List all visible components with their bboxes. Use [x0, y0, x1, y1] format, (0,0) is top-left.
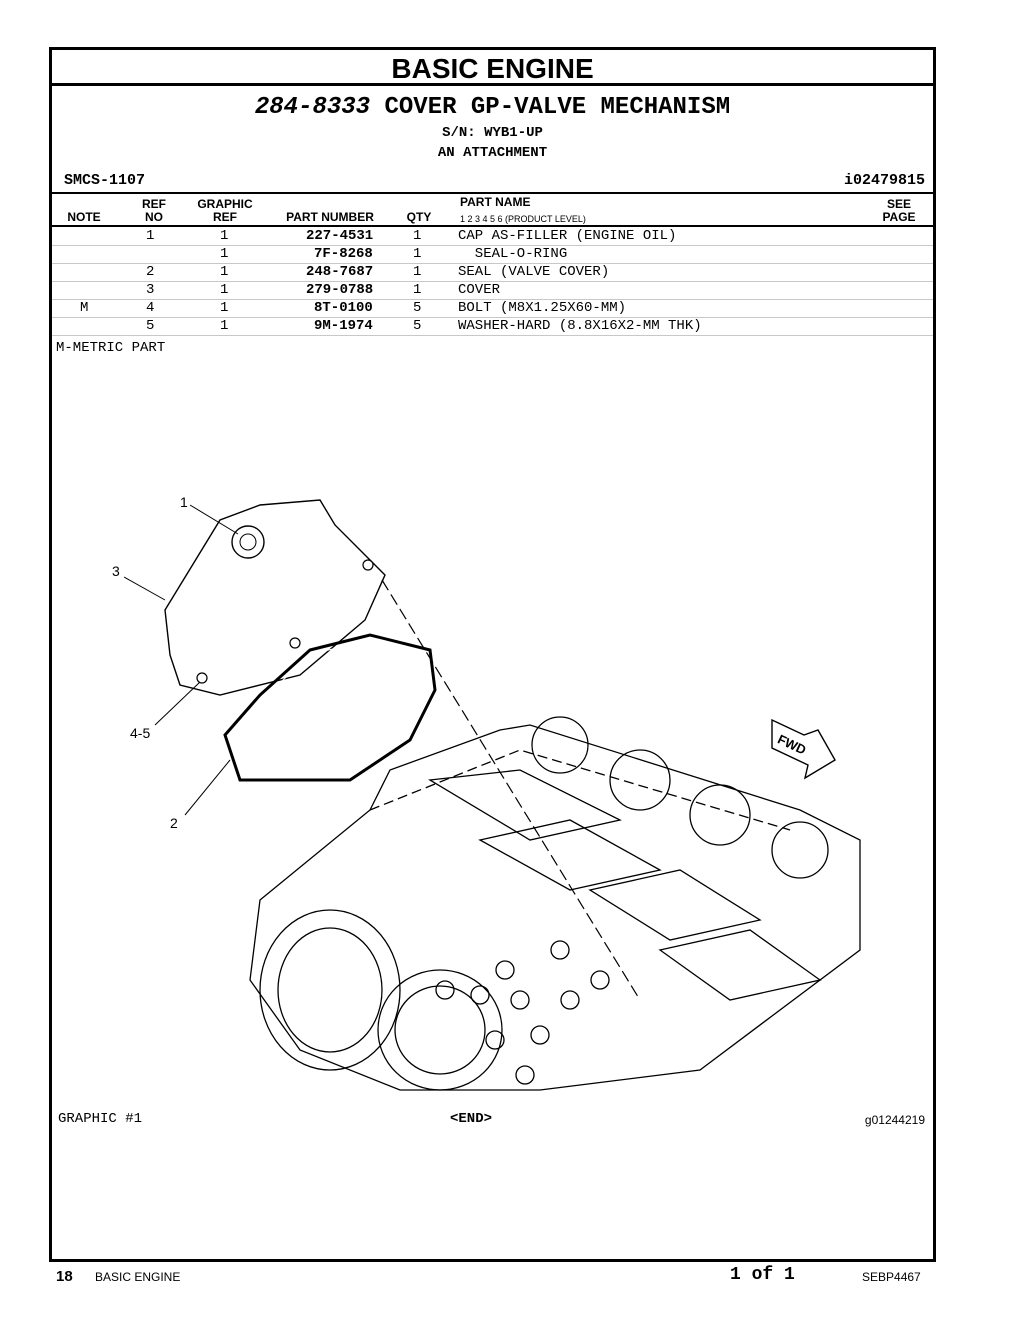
ref-no: 3: [146, 282, 155, 298]
table-row: [52, 227, 933, 246]
graphic-ref: 1: [220, 282, 229, 298]
filler-cap-drawing: [232, 526, 264, 558]
col-qty: QTY: [406, 210, 432, 224]
ref-no: 5: [146, 318, 155, 334]
callout-3: 3: [112, 563, 120, 579]
leader-line-4-5: [155, 682, 200, 725]
qty: 1: [413, 246, 422, 262]
table-row: [52, 299, 933, 318]
ref-no: 1: [146, 228, 155, 244]
header-top-rule: [52, 192, 933, 194]
ref-no: 2: [146, 264, 155, 280]
part-name: SEAL (VALVE COVER): [458, 264, 610, 280]
footer-section: BASIC ENGINE: [95, 1270, 181, 1284]
part-name: BOLT (M8X1.25X60-MM): [458, 300, 627, 316]
leader-line-3: [124, 577, 165, 600]
group-part-number: 284-8333: [254, 94, 371, 121]
part-name: CAP AS-FILLER (ENGINE OIL): [458, 228, 677, 244]
callout-1: 1: [180, 494, 188, 510]
col-part-number: PART NUMBER: [286, 210, 374, 224]
part-number: 7F-8268: [314, 246, 373, 262]
qty: 1: [413, 264, 422, 280]
col-ref-1: REF: [142, 197, 166, 211]
page-number: 18: [56, 1268, 73, 1285]
col-graphic-1: GRAPHIC: [197, 197, 253, 211]
part-name: WASHER-HARD (8.8X16X2-MM THK): [458, 318, 702, 334]
qty: 1: [413, 282, 422, 298]
part-name: COVER: [458, 282, 501, 298]
document-number: SEBP4467: [862, 1270, 921, 1284]
group-name: COVER GP-VALVE MECHANISM: [384, 94, 731, 121]
qty: 1: [413, 228, 422, 244]
table-row: [52, 281, 933, 300]
smcs-code: SMCS-1107: [64, 172, 146, 189]
graphic-ref: 1: [220, 228, 229, 244]
end-marker: <END>: [450, 1111, 493, 1127]
callout-2: 2: [170, 815, 178, 831]
col-graphic-2: REF: [213, 210, 237, 224]
document-ident: i02479815: [843, 172, 925, 189]
page-of-count: 1 of 1: [730, 1265, 795, 1285]
qty: 5: [413, 300, 422, 316]
graphic-label: GRAPHIC #1: [58, 1111, 143, 1127]
part-number: 9M-1974: [314, 318, 373, 334]
bolt-drawing: [363, 560, 373, 570]
table-row: [52, 317, 933, 336]
graphic-ref: 1: [220, 300, 229, 316]
serial-range: S/N: WYB1-UP: [442, 125, 543, 141]
callout-4-5: 4-5: [130, 725, 151, 741]
graphic-id: g01244219: [864, 1113, 925, 1127]
part-name: SEAL-O-RING: [458, 246, 568, 262]
table-row: [52, 245, 933, 264]
part-number: 279-0788: [306, 282, 374, 298]
valve-cover-drawing: [165, 500, 385, 695]
metric-footnote: M-METRIC PART: [56, 340, 166, 356]
qty: 5: [413, 318, 422, 334]
forward-arrow-icon: [772, 720, 835, 778]
col-ref-2: NO: [145, 210, 163, 224]
leader-line-2: [185, 760, 230, 815]
table-row: [52, 263, 933, 282]
group-type: AN ATTACHMENT: [437, 145, 548, 161]
note-code: M: [80, 300, 89, 316]
col-part-name: PART NAME: [460, 195, 531, 209]
part-number: 248-7687: [306, 264, 374, 280]
section-title: BASIC ENGINE: [52, 50, 933, 86]
col-see-2: PAGE: [882, 210, 916, 224]
product-level-legend: 1 2 3 4 5 6 (PRODUCT LEVEL): [460, 214, 586, 224]
graphic-ref: 1: [220, 246, 229, 262]
part-number: 8T-0100: [314, 300, 373, 316]
group-title: [52, 94, 933, 121]
engine-block-drawing: [250, 717, 860, 1090]
graphic-ref: 1: [220, 264, 229, 280]
part-number: 227-4531: [306, 228, 374, 244]
exploded-view-illustration: [100, 480, 870, 1100]
bolt-drawing: [197, 673, 207, 683]
col-see-1: SEE: [886, 197, 911, 211]
bolt-drawing: [290, 638, 300, 648]
fwd-label: FWD: [775, 731, 809, 758]
graphic-ref: 1: [220, 318, 229, 334]
ref-no: 4: [146, 300, 155, 316]
col-note: NOTE: [67, 210, 101, 224]
